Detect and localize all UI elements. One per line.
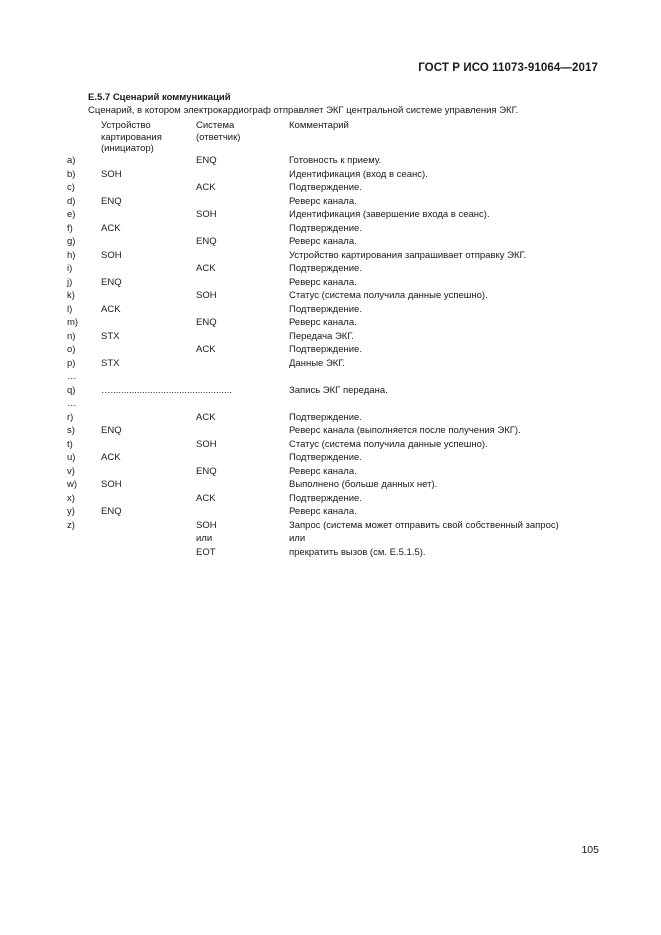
row-device-message: ….............................................. [101, 384, 232, 396]
table-row [0, 262, 661, 276]
table-row [0, 370, 661, 384]
row-comment: Реверс канала. [289, 465, 357, 477]
table-row [0, 303, 661, 317]
row-comment: Данные ЭКГ. [289, 357, 345, 369]
row-label: s) [67, 425, 75, 436]
section-title: E.5.7 Сценарий коммуникаций [88, 92, 231, 103]
column-header-comment: Комментарий [289, 120, 349, 131]
row-system-message: ACK [196, 492, 216, 504]
row-label: c) [67, 182, 75, 193]
table-row [0, 249, 661, 263]
table-row [0, 384, 661, 398]
table-row [0, 411, 661, 425]
row-label: h) [67, 249, 76, 261]
table-row [0, 546, 661, 560]
row-label: v) [67, 465, 75, 477]
row-comment: Реверс канала. [289, 276, 357, 288]
row-system-message: ACK [196, 344, 216, 355]
table-row [0, 330, 661, 344]
column-header-device [101, 120, 162, 155]
row-label: j) [67, 276, 73, 288]
table-row [0, 343, 661, 357]
column-header-system-line: Система [196, 120, 235, 131]
row-label: d) [67, 195, 76, 207]
table-row [0, 276, 661, 290]
row-comment: Подтверждение. [289, 411, 362, 423]
row-comment: Подтверждение. [289, 222, 362, 234]
table-row [0, 208, 661, 222]
row-comment: Подтверждение. [289, 303, 362, 315]
row-comment: или [289, 533, 306, 544]
column-header-device-line: картирования [101, 131, 162, 143]
table-row [0, 424, 661, 438]
row-comment: Подтверждение. [289, 492, 362, 504]
row-comment: Идентификация (завершение входа в сеанс). [289, 209, 490, 220]
row-device-message: ENQ [101, 195, 122, 207]
row-device-message: ACK [101, 303, 121, 315]
row-label: m) [67, 317, 79, 328]
row-label: q) [67, 384, 76, 396]
table-row [0, 451, 661, 465]
row-comment: Подтверждение. [289, 182, 362, 193]
row-system-message: EOT [196, 546, 216, 558]
column-header-system [196, 120, 240, 143]
row-label: f) [67, 222, 73, 234]
row-comment: Подтверждение. [289, 452, 362, 463]
row-label: x) [67, 492, 75, 504]
row-comment: Выполнено (больше данных нет). [289, 479, 438, 490]
row-system-message: ENQ [196, 155, 217, 166]
page-number: 105 [581, 844, 599, 856]
scenario-table [0, 154, 661, 559]
row-device-message: ACK [101, 222, 121, 234]
table-row [0, 168, 661, 182]
row-comment: Статус (система получила данные успешно). [289, 290, 488, 301]
row-system-message: ACK [196, 182, 216, 193]
row-system-message: ENQ [196, 465, 217, 477]
table-row [0, 195, 661, 209]
row-label: … [67, 398, 77, 409]
row-system-message: SOH [196, 290, 217, 301]
row-device-message: SOH [101, 249, 122, 261]
row-comment: Реверс канала (выполняется после получения ЭКГ). [289, 425, 521, 436]
row-label: i) [67, 263, 73, 274]
table-row [0, 478, 661, 492]
row-device-message: ACK [101, 452, 121, 463]
table-row [0, 532, 661, 546]
table-row [0, 519, 661, 533]
row-label: n) [67, 330, 76, 342]
table-row [0, 438, 661, 452]
column-header-system-line: (ответчик) [196, 131, 241, 143]
row-system-message: ACK [196, 411, 216, 423]
table-row [0, 154, 661, 168]
row-label: l) [67, 303, 73, 315]
row-label: o) [67, 344, 76, 355]
row-comment: Реверс канала. [289, 195, 357, 207]
row-label: a) [67, 155, 76, 166]
row-comment: Подтверждение. [289, 344, 362, 355]
row-comment: Реверс канала. [289, 236, 357, 247]
row-label: w) [67, 479, 78, 490]
row-label: b) [67, 168, 76, 180]
row-comment: Подтверждение. [289, 263, 362, 274]
row-comment: Готовность к приему. [289, 155, 382, 166]
row-system-message: или [196, 533, 213, 544]
row-comment: Устройство картирования запрашивает отправку ЭКГ. [289, 249, 527, 261]
column-header-device-line: (инициатор) [101, 143, 154, 154]
row-device-message: STX [101, 330, 120, 342]
table-row [0, 235, 661, 249]
row-system-message: SOH [196, 438, 217, 450]
row-comment: Реверс канала. [289, 317, 357, 328]
table-row [0, 181, 661, 195]
row-system-message: SOH [196, 209, 217, 220]
table-row [0, 357, 661, 371]
table-row [0, 397, 661, 411]
row-system-message: ENQ [196, 236, 217, 247]
row-label: g) [67, 236, 76, 247]
row-label: k) [67, 290, 75, 301]
document-header: ГОСТ Р ИСО 11073-91064—2017 [418, 62, 598, 74]
row-label: … [67, 371, 77, 382]
row-comment: Запись ЭКГ передана. [289, 384, 388, 396]
row-device-message: ENQ [101, 425, 122, 436]
row-comment: Идентификация (вход в сеанс). [289, 168, 428, 180]
row-label: y) [67, 506, 75, 517]
row-system-message: ENQ [196, 317, 217, 328]
table-row [0, 505, 661, 519]
row-device-message: SOH [101, 168, 122, 180]
row-label: t) [67, 438, 73, 450]
table-row [0, 289, 661, 303]
row-device-message: STX [101, 357, 120, 369]
row-label: p) [67, 357, 76, 369]
row-device-message: ENQ [101, 506, 122, 517]
row-label: r) [67, 411, 74, 423]
row-comment: Запрос (система может отправить свой собственный запрос) [289, 519, 559, 531]
row-device-message: ENQ [101, 276, 122, 288]
section-intro: Сценарий, в котором электрокардиограф отправляет ЭКГ центральной системе управления ЭКГ. [88, 105, 519, 116]
row-system-message: SOH [196, 519, 217, 531]
row-system-message: ACK [196, 263, 216, 274]
table-row [0, 222, 661, 236]
row-comment: прекратить вызов (см. E.5.1.5). [289, 546, 426, 558]
row-comment: Статус (система получила данные успешно). [289, 438, 488, 450]
table-row [0, 465, 661, 479]
column-header-device-line: Устройство [101, 120, 151, 131]
row-label: z) [67, 519, 75, 531]
row-comment: Реверс канала. [289, 506, 357, 517]
row-label: e) [67, 209, 76, 220]
table-row [0, 492, 661, 506]
row-comment: Передача ЭКГ. [289, 330, 354, 342]
row-label: u) [67, 452, 76, 463]
row-device-message: SOH [101, 479, 122, 490]
table-row [0, 316, 661, 330]
